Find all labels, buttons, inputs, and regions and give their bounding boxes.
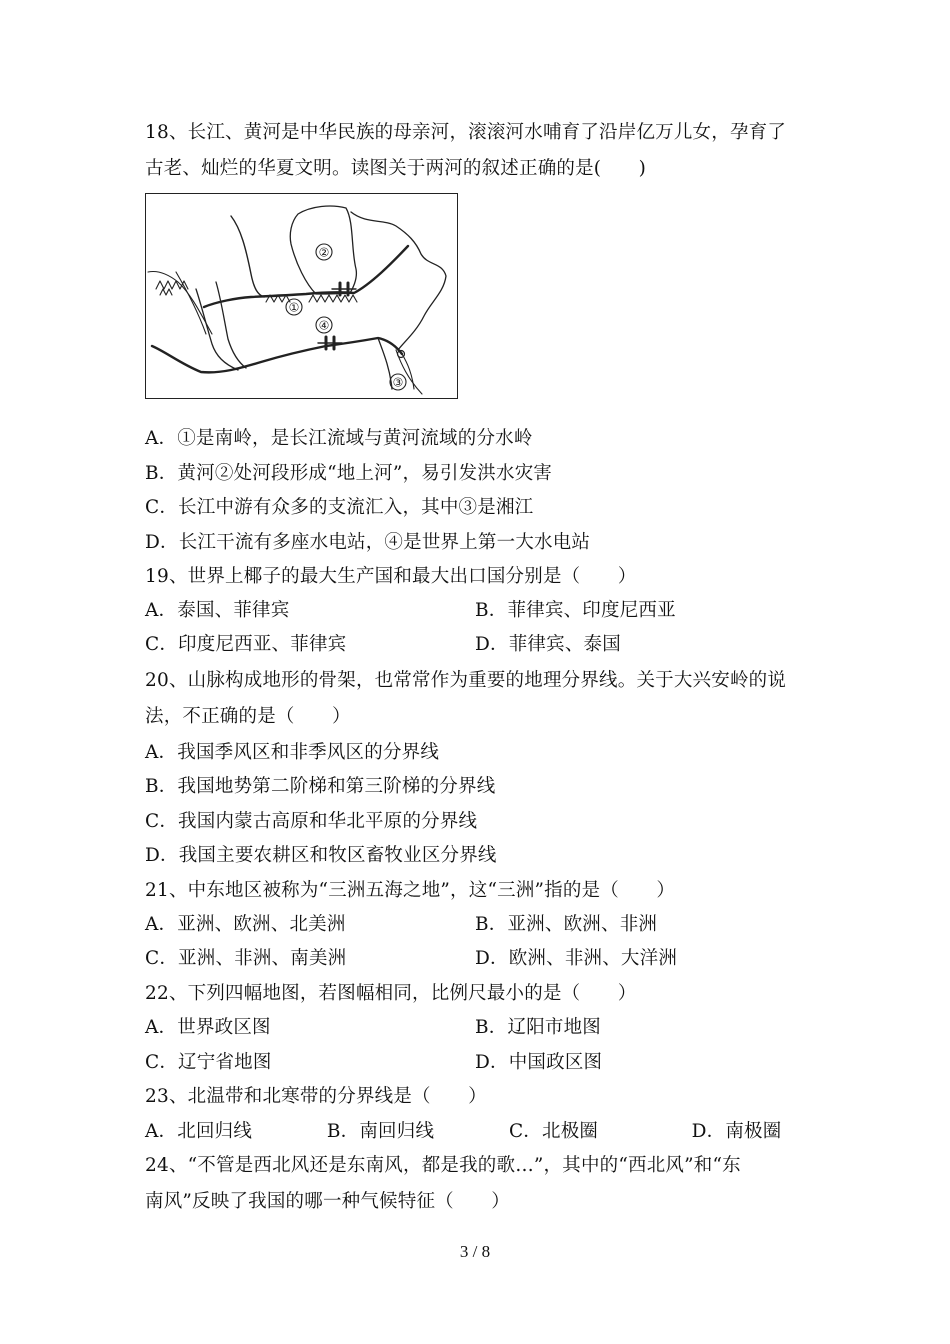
q23-options: A．北回归线 B．南回归线 C．北极圈 D．南极圈 bbox=[145, 1121, 782, 1142]
q22-option-c: C．辽宁省地图 bbox=[145, 1052, 272, 1073]
q18-option-c: C．长江中游有众多的支流汇入，其中③是湘江 bbox=[145, 497, 534, 518]
map-label-4: ④ bbox=[318, 318, 330, 333]
q22-option-d: D．中国政区图 bbox=[475, 1052, 603, 1073]
q19-option-d: D．菲律宾、泰国 bbox=[475, 634, 621, 655]
map-label-2: ② bbox=[318, 245, 330, 260]
map-label-1: ① bbox=[288, 300, 300, 315]
q20-option-b: B．我国地势第二阶梯和第三阶梯的分界线 bbox=[145, 776, 496, 797]
q20-stem-line1: 20、山脉构成地形的骨架，也常常作为重要的地理分界线。关于大兴安岭的说 bbox=[145, 670, 787, 691]
yangtze-yellow-river-map bbox=[145, 193, 458, 399]
q18-option-b: B．黄河②处河段形成“地上河”，易引发洪水灾害 bbox=[145, 463, 553, 484]
q20-option-a: A．我国季风区和非季风区的分界线 bbox=[145, 742, 440, 763]
q20-option-c: C．我国内蒙古高原和华北平原的分界线 bbox=[145, 811, 478, 832]
q22-stem: 22、下列四幅地图，若图幅相同，比例尺最小的是（ ） bbox=[145, 983, 637, 1004]
page-number: 3 / 8 bbox=[459, 1242, 491, 1261]
q19-option-a: A．泰国、菲律宾 bbox=[145, 600, 290, 621]
q20-option-d: D．我国主要农耕区和牧区畜牧业区分界线 bbox=[145, 845, 497, 866]
q23-stem: 23、北温带和北寒带的分界线是（ ） bbox=[145, 1086, 487, 1107]
q18-option-a: A．①是南岭，是长江流域与黄河流域的分水岭 bbox=[145, 428, 533, 449]
q24-stem-line2: 南风”反映了我国的哪一种气候特征（ ） bbox=[145, 1191, 510, 1212]
q19-stem: 19、世界上椰子的最大生产国和最大出口国分别是（ ） bbox=[145, 566, 637, 587]
q18-option-d: D．长江干流有多座水电站，④是世界上第一大水电站 bbox=[145, 532, 591, 553]
q21-option-a: A．亚洲、欧洲、北美洲 bbox=[145, 914, 346, 935]
q18-stem-line1: 18、长江、黄河是中华民族的母亲河，滚滚河水哺育了沿岸亿万儿女，孕育了 bbox=[145, 122, 787, 143]
q21-option-b: B．亚洲、欧洲、非洲 bbox=[475, 914, 658, 935]
q21-stem: 21、中东地区被称为“三洲五海之地”，这“三洲”指的是（ ） bbox=[145, 880, 676, 901]
q22-option-a: A．世界政区图 bbox=[145, 1017, 271, 1038]
q21-option-c: C．亚洲、非洲、南美洲 bbox=[145, 948, 347, 969]
q19-option-b: B．菲律宾、印度尼西亚 bbox=[475, 600, 676, 621]
q24-stem-line1: 24、“不管是西北风还是东南风，都是我的歌…”，其中的“西北风”和“东 bbox=[145, 1155, 741, 1176]
map-label-3: ③ bbox=[392, 375, 404, 390]
q20-stem-line2: 法，不正确的是（ ） bbox=[145, 706, 351, 727]
q18-stem-line2: 古老、灿烂的华夏文明。读图关于两河的叙述正确的是( ) bbox=[145, 158, 647, 179]
q22-option-b: B．辽阳市地图 bbox=[475, 1017, 601, 1038]
q19-option-c: C．印度尼西亚、菲律宾 bbox=[145, 634, 347, 655]
q21-option-d: D．欧洲、非洲、大洋洲 bbox=[475, 948, 678, 969]
